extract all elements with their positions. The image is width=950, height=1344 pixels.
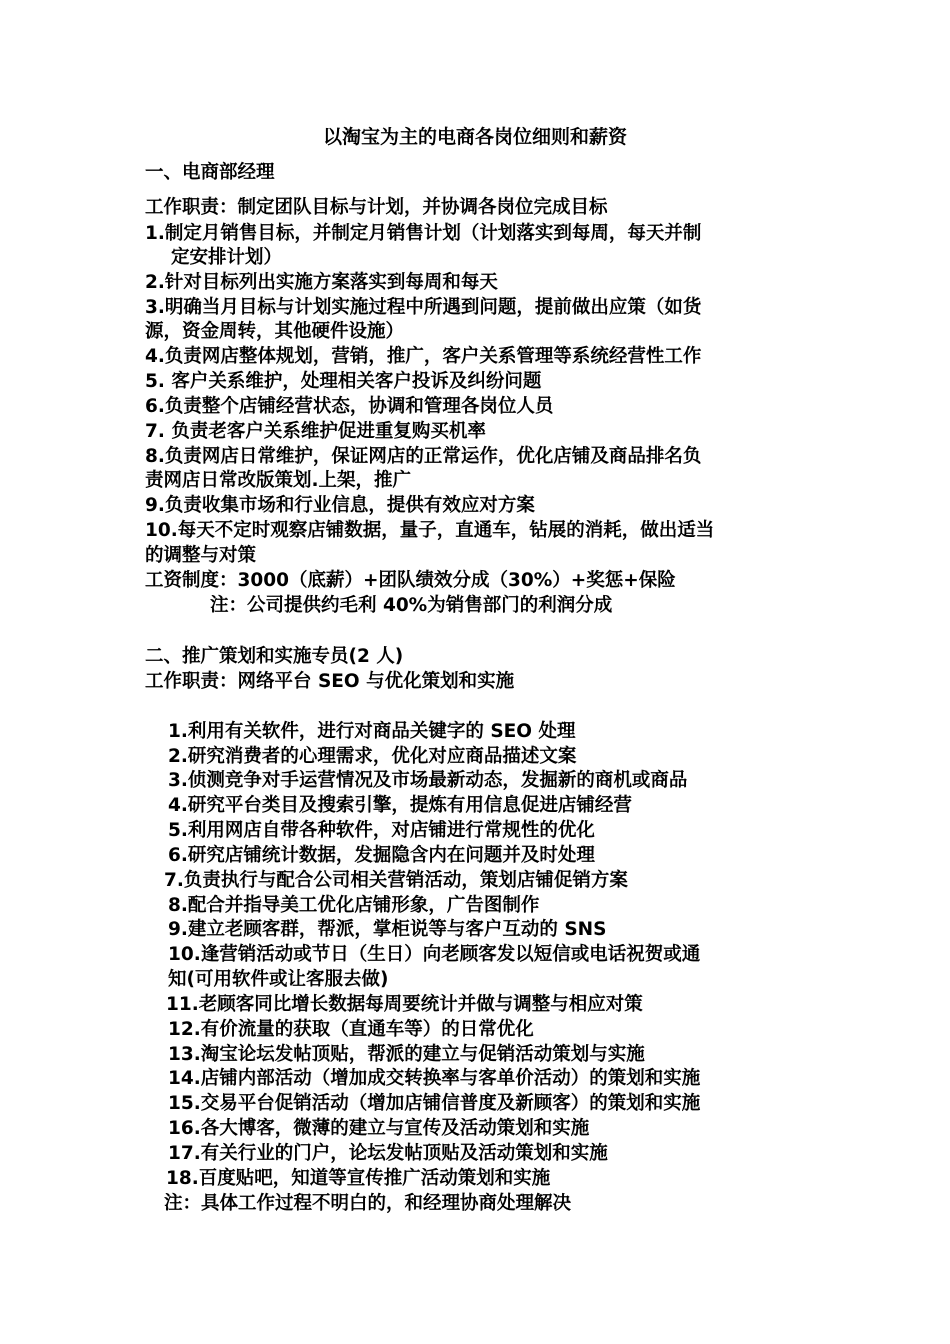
section2-heading: 二、推广策划和实施专员(2 人)	[145, 646, 404, 667]
section2-duty: 工作职责：网络平台 SEO 与优化策划和实施	[145, 671, 515, 692]
section2-item: 15.交易平台促销活动（增加店铺信普度及新顾客）的策划和实施	[168, 1093, 701, 1114]
section2-note: 注：具体工作过程不明白的，和经理协商处理解决	[164, 1193, 572, 1214]
section2-item: 7.负责执行与配合公司相关营销活动，策划店铺促销方案	[164, 870, 628, 891]
section1-item: 源，资金周转，其他硬件设施）	[145, 321, 405, 342]
section2-item: 1.利用有关软件，进行对商品关键字的 SEO 处理	[168, 721, 576, 742]
section2-item: 9.建立老顾客群，帮派，掌柜说等与客户互动的 SNS	[168, 919, 607, 940]
section2-item: 8.配合并指导美工优化店铺形象，广告图制作	[168, 895, 540, 916]
section2-item: 2.研究消费者的心理需求，优化对应商品描述文案	[168, 746, 577, 767]
section1-item: 8.负责网店日常维护，保证网店的正常运作，优化店铺及商品排名负	[145, 446, 702, 467]
section1-item: 10.每天不定时观察店铺数据，量子，直通车，钻展的消耗，做出适当	[145, 520, 715, 541]
section1-duty: 工作职责：制定团队目标与计划，并协调各岗位完成目标	[145, 197, 608, 218]
section2-item: 6.研究店铺统计数据，发掘隐含内在问题并及时处理	[168, 845, 595, 866]
section1-item: 9.负责收集市场和行业信息，提供有效应对方案	[145, 495, 535, 516]
section1-item: 4.负责网店整体规划，营销，推广，客户关系管理等系统经营性工作	[145, 346, 702, 367]
section1-item: 1.制定月销售目标，并制定月销售计划（计划落实到每周，每天并制	[145, 223, 702, 244]
section2-item: 3.侦测竞争对手运营情况及市场最新动态，发掘新的商机或商品	[168, 770, 688, 791]
section1-salary: 工资制度：3000（底薪）+团队绩效分成（30%）+奖惩+保险	[145, 570, 676, 591]
section1-item: 6.负责整个店铺经营状态，协调和管理各岗位人员	[145, 396, 554, 417]
section1-item: 2.针对目标列出实施方案落实到每周和每天	[145, 272, 498, 293]
section2-item: 18.百度贴吧，知道等宣传推广活动策划和实施	[166, 1168, 551, 1189]
section2-item: 17.有关行业的门户，论坛发帖顶贴及活动策划和实施	[168, 1143, 608, 1164]
section2-item: 12.有价流量的获取（直通车等）的日常优化	[168, 1019, 534, 1040]
section1-item: 的调整与对策	[145, 545, 257, 566]
section2-item: 4.研究平台类目及搜索引擎，提炼有用信息促进店铺经营	[168, 795, 632, 816]
section2-item: 11.老顾客同比增长数据每周要统计并做与调整与相应对策	[166, 994, 643, 1015]
section2-item: 13.淘宝论坛发帖顶贴，帮派的建立与促销活动策划与实施	[168, 1044, 645, 1065]
section2-item: 10.逢营销活动或节日（生日）向老顾客发以短信或电话祝贺或通	[168, 944, 701, 965]
section1-item: 3.明确当月目标与计划实施过程中所遇到问题，提前做出应策（如货	[145, 297, 702, 318]
section1-item: 定安排计划）	[171, 247, 283, 268]
section2-item: 14.店铺内部活动（增加成交转换率与客单价活动）的策划和实施	[168, 1068, 701, 1089]
section2-item: 5.利用网店自带各种软件，对店铺进行常规性的优化	[168, 820, 595, 841]
section2-item: 16.各大博客，微薄的建立与宣传及活动策划和实施	[168, 1118, 590, 1139]
section1-item: 7. 负责老客户关系维护促进重复购买机率	[145, 421, 486, 442]
section1-heading: 一、电商部经理	[145, 162, 275, 183]
document-title: 以淘宝为主的电商各岗位细则和薪资	[322, 126, 627, 148]
section1-item: 5. 客户关系维护，处理相关客户投诉及纠纷问题	[145, 371, 542, 392]
section1-note: 注：公司提供约毛利 40%为销售部门的利润分成	[210, 595, 613, 616]
section1-item: 责网店日常改版策划.上架，推广	[145, 470, 412, 491]
section2-item: 知(可用软件或让客服去做)	[168, 969, 389, 990]
